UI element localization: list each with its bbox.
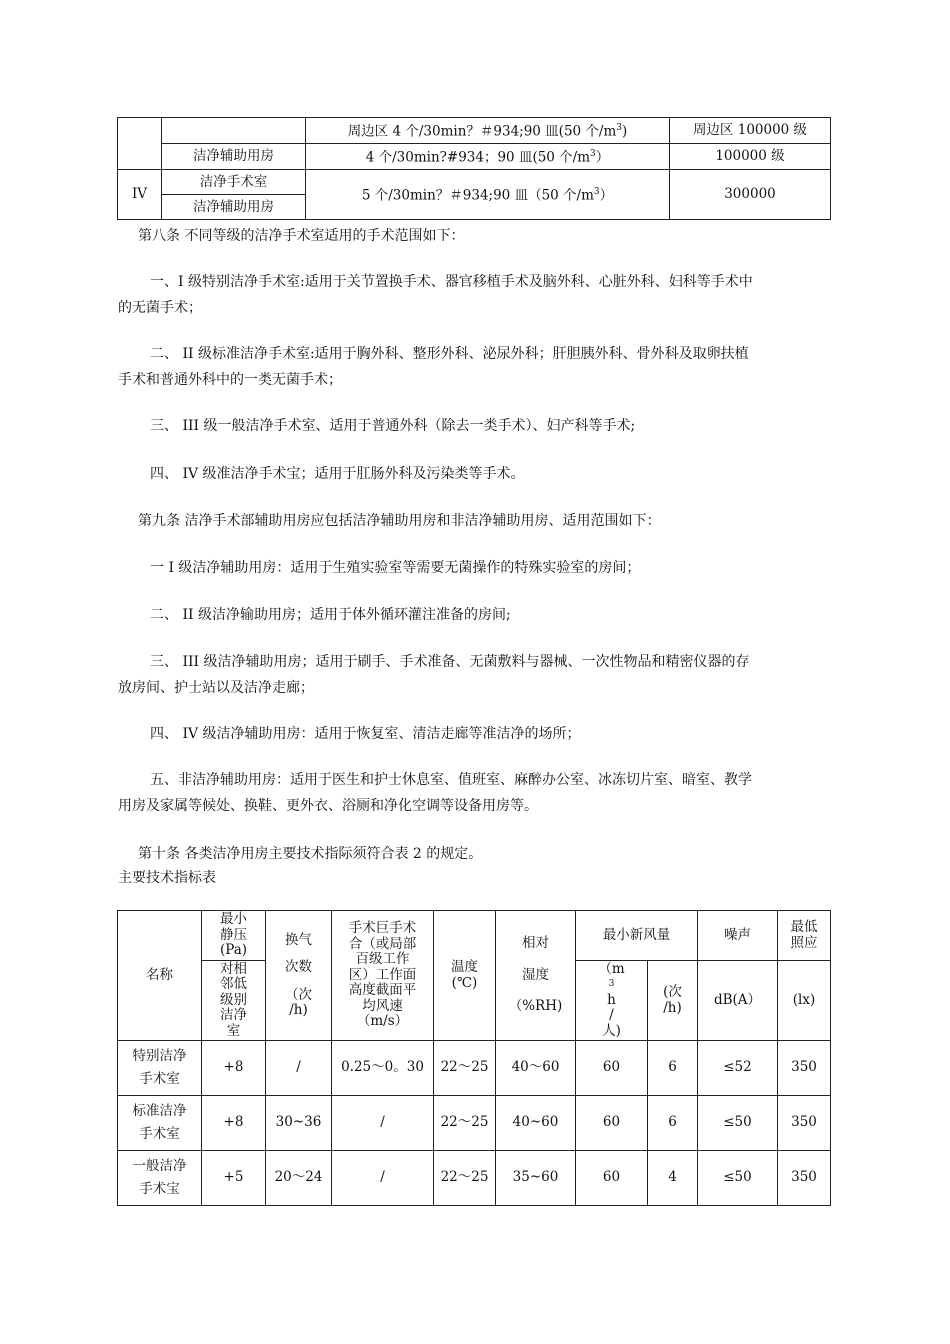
table-title: 主要技术指标表	[118, 870, 216, 886]
paragraph-non-clean-line2: 用房及家属等候处、换鞋、更外衣、浴厕和净化空调等设备用房等。	[118, 798, 538, 814]
row-noise: ≤52	[698, 1041, 778, 1096]
header-noise-unit: dB(A）	[698, 961, 778, 1041]
table1-room-cell: 洁净辅助用房	[162, 144, 306, 170]
table1-class-cell	[118, 118, 162, 170]
row-temperature: 22～25	[434, 1096, 496, 1151]
row-pressure: +8	[202, 1096, 266, 1151]
paragraph-aux-class-1: 一 I 级洁净辅助用房：适用于生殖实验室等需要无菌操作的特殊实验室的房间；	[150, 560, 641, 576]
cleanliness-table-continued	[117, 117, 831, 220]
header-noise: 噪声	[698, 911, 778, 961]
table-row	[118, 1041, 831, 1096]
table1-grade-cell: 100000 级	[670, 144, 831, 170]
paragraph-aux-class-3-line2: 放房间、护士站以及洁净走廊；	[118, 680, 314, 696]
row-humidity: 40～60	[496, 1041, 576, 1096]
row-fresh-air-1: 60	[576, 1151, 648, 1206]
row-pressure: +8	[202, 1041, 266, 1096]
table1-grade-cell: 300000	[670, 170, 831, 220]
row-name: 标准洁净 手术室	[118, 1096, 202, 1151]
article-8-heading: 第八条 不同等级的洁净手术室适用的手术范围如下：	[138, 228, 465, 244]
article-9-heading: 第九条 洁净手术部辅助用房应包括洁净辅助用房和非洁净辅助用房、适用范围如下：	[138, 513, 661, 529]
header-pressure-sub: 对相 邻低 级别 洁净 室	[202, 961, 266, 1041]
header-air-changes: 换气 次数 （次 /h)	[266, 911, 332, 1041]
row-air-changes: 30~36	[266, 1096, 332, 1151]
row-illuminance: 350	[778, 1041, 831, 1096]
header-pressure: 最小 静压 (Pa)	[202, 911, 266, 961]
paragraph-or-class-4: 四、 IV 级准洁净手术宝；适用于肛肠外科及污染类等手术。	[150, 466, 525, 482]
article-10-heading: 第十条 各类洁净用房主要技术指际须符合表 2 的规定。	[138, 846, 483, 862]
row-pressure: +5	[202, 1151, 266, 1206]
row-fresh-air-1: 60	[576, 1096, 648, 1151]
table1-bacteria-cell: 周边区 4 个/30min？＃934;90 皿(50 个$/m^3$)	[306, 118, 670, 144]
row-noise: ≤50	[698, 1151, 778, 1206]
header-illuminance: 最低 照应	[778, 911, 831, 961]
row-wind-speed: /	[332, 1096, 434, 1151]
table1-room-cell: 洁净辅助用房	[162, 195, 306, 220]
header-humidity: 相对 湿度 （%RH)	[496, 911, 576, 1041]
row-illuminance: 350	[778, 1151, 831, 1206]
row-temperature: 22～25	[434, 1041, 496, 1096]
row-illuminance: 350	[778, 1096, 831, 1151]
paragraph-aux-class-2: 二、 II 级洁净输助用房；适用于体外循环灌注准备的房间;	[150, 607, 511, 623]
paragraph-or-class-1-line1: 一、I 级特别洁净手术室:适用于关节置换手术、器官移植手术及脑外科、心脏外科、妇科等手术中	[150, 274, 753, 290]
table1-room-cell: 洁净手术室	[162, 170, 306, 195]
row-name: 一般洁净 手术宝	[118, 1151, 202, 1206]
header-wind-speed: 手术巨手术 合（或局部 百级工作 区）工作面 高度截面平 均风速 （m/s）	[332, 911, 434, 1041]
paragraph-or-class-2-line2: 手术和普通外科中的一类无菌手术；	[118, 372, 342, 388]
table1-bacteria-cell: 5 个/30min？＃934;90 皿（50 个$/m^3$）	[306, 170, 670, 220]
row-wind-speed: /	[332, 1151, 434, 1206]
row-humidity: 40~60	[496, 1096, 576, 1151]
table1-grade-cell: 周边区 100000 级	[670, 118, 831, 144]
row-fresh-air-2: 6	[648, 1096, 698, 1151]
paragraph-or-class-1-line2: 的无菌手术；	[118, 300, 202, 316]
row-fresh-air-1: 60	[576, 1041, 648, 1096]
header-illuminance-unit: (lx)	[778, 961, 831, 1041]
row-air-changes: /	[266, 1041, 332, 1096]
technical-indicators-table	[117, 910, 831, 1206]
row-wind-speed: 0.25～0。30	[332, 1041, 434, 1096]
table-row	[118, 1151, 831, 1206]
table1-class-cell: IV	[118, 170, 162, 220]
row-name: 特别洁净 手术室	[118, 1041, 202, 1096]
paragraph-aux-class-4: 四、 IV 级洁净辅助用房：适用于恢复室、清洁走廊等准洁净的场所；	[150, 726, 581, 742]
paragraph-aux-class-3-line1: 三、 III 级洁净辅助用房；适用于刷手、手术准备、无菌敷料与器械、一次性物品和精密仪器的存	[150, 654, 750, 670]
header-fresh-air-unit-1: （m 3 h / 人)	[576, 961, 648, 1041]
row-noise: ≤50	[698, 1096, 778, 1151]
table-row	[118, 1096, 831, 1151]
paragraph-or-class-2-line1: 二、 II 级标准洁净手术室:适用于胸外科、整形外科、泌尿外科；肝胆胰外科、骨外科及取卵扶植	[150, 346, 749, 362]
header-fresh-air-unit-2: (次 /h)	[648, 961, 698, 1041]
table1-bacteria-cell: 4 个/30min?#934；90 皿(50 个$/m^3$）	[306, 144, 670, 170]
header-fresh-air: 最小新风量	[576, 911, 698, 961]
row-humidity: 35~60	[496, 1151, 576, 1206]
header-temperature: 温度 (℃)	[434, 911, 496, 1041]
row-temperature: 22～25	[434, 1151, 496, 1206]
table1-room-cell	[162, 118, 306, 144]
row-fresh-air-2: 4	[648, 1151, 698, 1206]
row-air-changes: 20～24	[266, 1151, 332, 1206]
paragraph-non-clean-line1: 五、非洁净辅助用房：适用于医生和护士休息室、值班室、麻醉办公室、冰冻切片室、暗室、教学	[150, 772, 752, 788]
paragraph-or-class-3: 三、 III 级一般洁净手术室、适用于普通外科（除去一类手术）、妇产科等手术;	[150, 418, 636, 434]
header-name: 名称	[118, 911, 202, 1041]
row-fresh-air-2: 6	[648, 1041, 698, 1096]
